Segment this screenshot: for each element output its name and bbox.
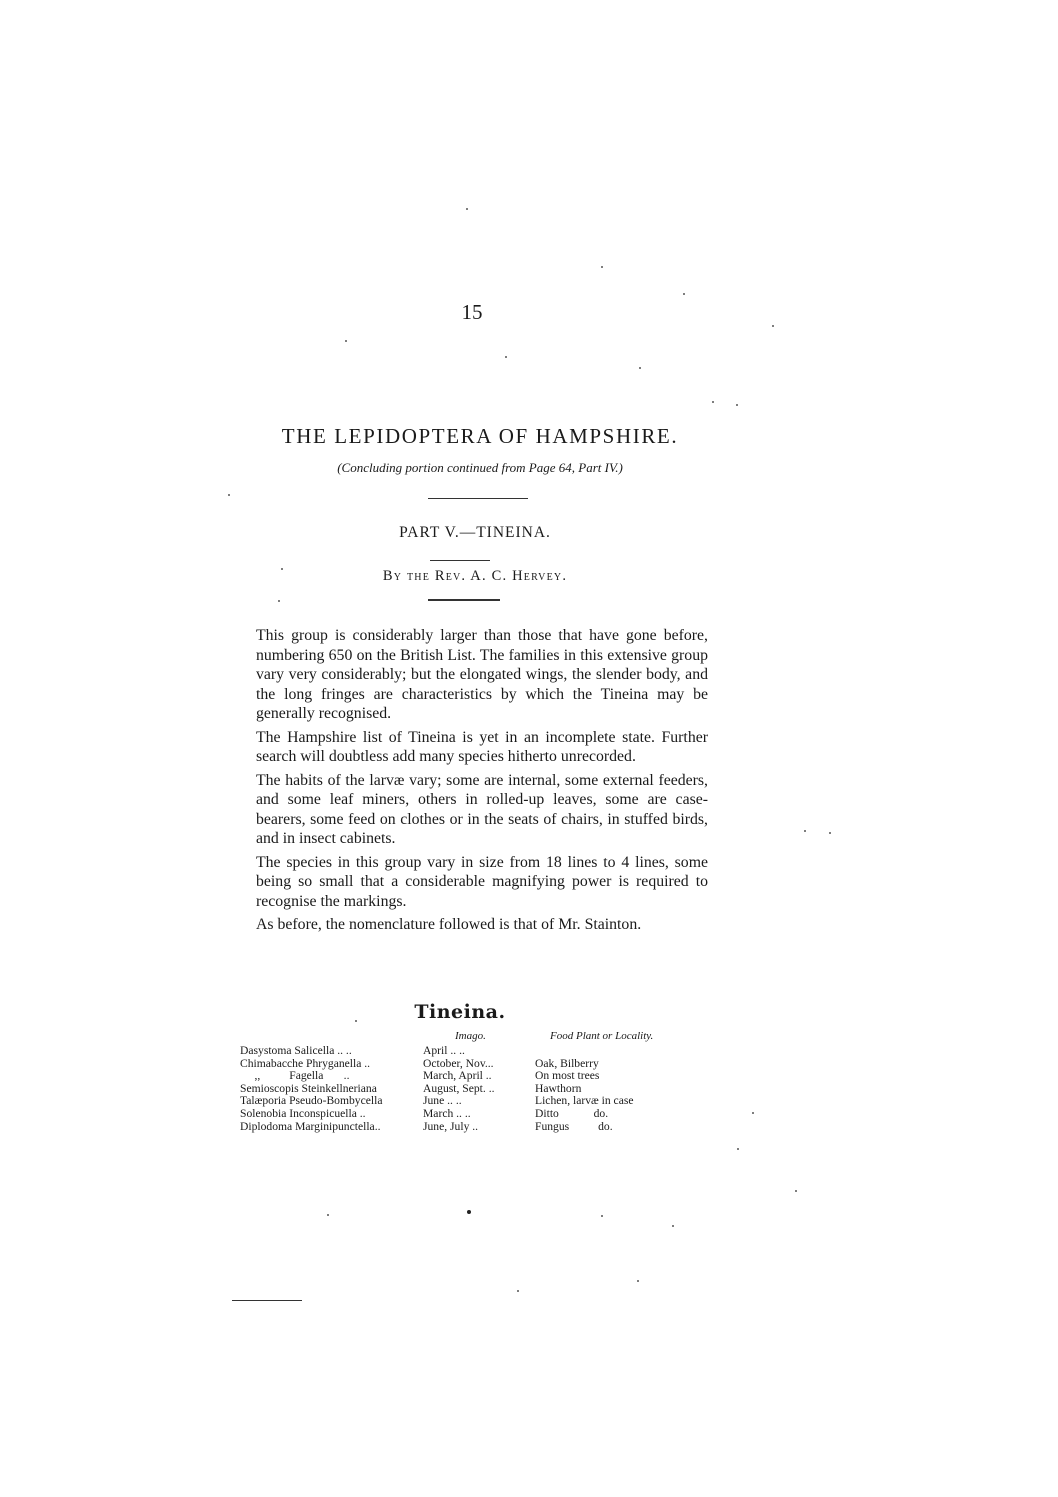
paragraph: The Hampshire list of Tineina is yet in an incomplete state. Further search will doubtless add many species hitherto unrecorded. (256, 728, 708, 765)
imago-period: March, April .. (423, 1069, 492, 1083)
scan-speck (601, 266, 603, 268)
divider-rule (428, 599, 500, 601)
scan-speck (737, 1148, 739, 1150)
table-row (240, 1108, 710, 1121)
footnote-rule (232, 1300, 302, 1301)
food-plant: Ditto do. (535, 1106, 609, 1120)
scan-speck (466, 208, 468, 210)
paragraph: The habits of the larvæ vary; some are internal, some external feeders, and some leaf miners, others in rolled-up leaves, some are case-bearers, some feed on clothes or in the seats of chairs, in stuffed birds, and in insect cabinets. (256, 771, 708, 847)
table-row (240, 1070, 710, 1083)
scan-speck (345, 340, 347, 342)
scan-speck (327, 1214, 329, 1216)
paragraph: As before, the nomenclature followed is that of Mr. Stainton. (256, 916, 642, 933)
food-plant: On most trees (535, 1069, 600, 1083)
imago-period: August, Sept. .. (423, 1081, 495, 1095)
food-plant: Oak, Bilberry (535, 1056, 599, 1070)
imago-period: March .. .. (423, 1106, 471, 1120)
species-name: Semioscopis Steinkellneriana (240, 1081, 377, 1095)
scan-speck (505, 356, 507, 358)
species-name: Dasystoma Salicella .. .. (240, 1044, 352, 1057)
scan-speck (637, 1280, 639, 1282)
scan-speck (355, 1020, 357, 1022)
species-name: ,, Fagella .. (240, 1069, 350, 1083)
paragraph: The species in this group vary in size from 18 lines to 4 lines, some being so small that a considerable magnifying power is required to recognise the markings. (256, 853, 708, 910)
scan-speck (829, 832, 831, 834)
imago-period: April .. .. (423, 1044, 465, 1057)
scan-speck (804, 830, 806, 832)
page-number: 15 (461, 300, 483, 324)
article-title: THE LEPIDOPTERA OF HAMPSHIRE. (281, 424, 679, 448)
imago-period: June, July .. (423, 1119, 479, 1133)
scan-speck (712, 401, 714, 403)
scan-speck (752, 1112, 754, 1114)
species-name: Talæporia Pseudo-Bombycella (240, 1094, 383, 1108)
scan-speck (601, 1215, 603, 1217)
food-plant: Lichen, larvæ in case (535, 1094, 634, 1108)
divider-rule (430, 560, 490, 561)
author-line: By the Rev. A. C. Hervey. (382, 568, 568, 584)
scan-speck (278, 600, 280, 602)
scan-speck (795, 1190, 797, 1192)
section-heading: Tineina. (414, 1001, 506, 1023)
scan-speck (683, 293, 685, 295)
imago-period: October, Nov... (423, 1056, 494, 1070)
scan-speck (736, 404, 738, 406)
table-row (240, 1045, 710, 1058)
scan-speck (228, 494, 230, 496)
column-header-imago: Imago. (455, 1030, 486, 1042)
species-name: Chimabacche Phryganella .. (240, 1056, 371, 1070)
imago-period: June .. .. (423, 1094, 462, 1108)
scan-speck (672, 1225, 674, 1227)
scan-speck (517, 1290, 519, 1292)
divider-rule (428, 498, 528, 499)
article-subtitle: (Concluding portion continued from Page 64, Part IV.) (337, 460, 623, 475)
scan-speck (467, 1210, 471, 1214)
scan-speck (639, 367, 641, 369)
scan-speck (281, 568, 283, 570)
species-name: Solenobia Inconspicuella .. (240, 1106, 366, 1120)
species-name: Diplodoma Marginipunctella.. (240, 1119, 381, 1133)
paragraph: This group is considerably larger than those that have gone before, numbering 650 on the British List. The families in this extensive group vary very considerably; but the elongated wings, the slender body, and the long fringes are characteristics by which the Tineina may be generally recognised. (256, 627, 708, 722)
body-text (256, 626, 708, 939)
food-plant: Hawthorn (535, 1081, 582, 1095)
scan-speck (772, 325, 774, 327)
column-header-food: Food Plant or Locality. (550, 1030, 654, 1042)
food-plant: Fungus do. (535, 1119, 613, 1133)
table-row (240, 1121, 710, 1134)
species-table (240, 1045, 710, 1133)
part-heading: PART V.—TINEINA. (399, 524, 551, 541)
